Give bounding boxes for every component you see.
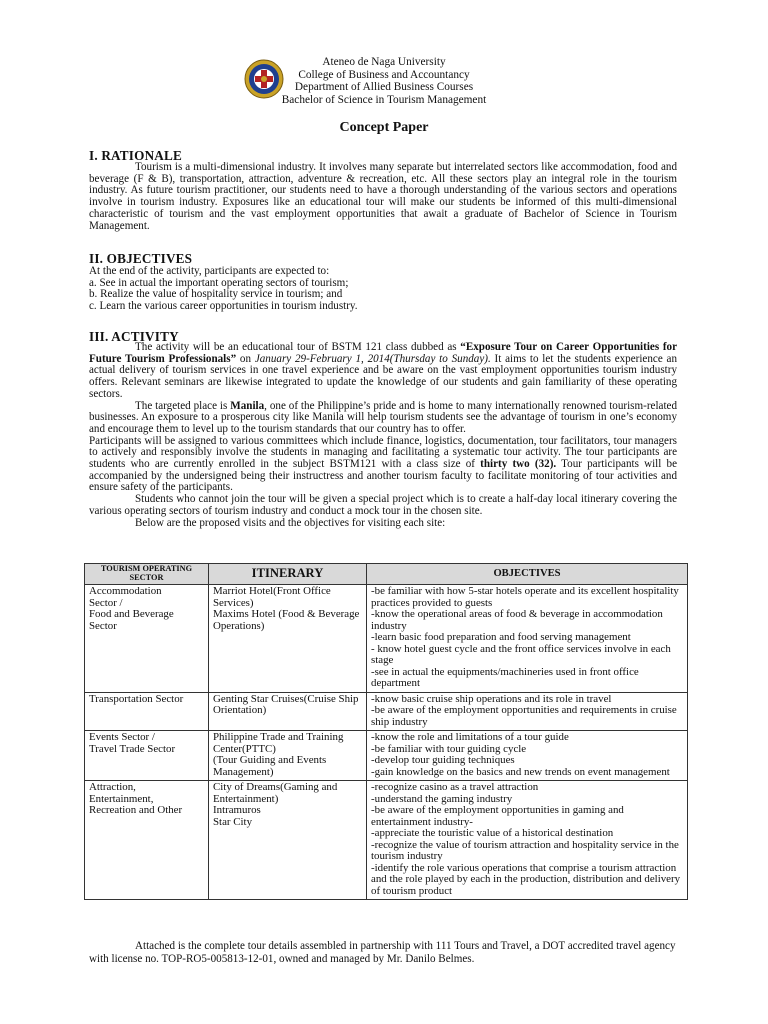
- rationale-heading: I. RATIONALE: [89, 148, 183, 163]
- activity-paragraph-1: The activity will be an educational tour of BSTM 121 class dubbed as “Exposure Tour on Career Opportunities for Future Tourism Professionals” on January 29-February 1, 2014(Thursday to Sunday). It aims to let the students experience an actual delivery of tourism services in one travel experience and be aware on the vast employment opportunities tourism industry offers. Relevant seminars are likewise integrated to update the knowledge of our students and gain familiarity of these operating sectors.: [89, 341, 678, 400]
- table-row: [85, 731, 688, 781]
- itinerary-cell: City of Dreams(Gaming and Entertainment) Intramuros Star City: [209, 781, 367, 900]
- activity-paragraph-3: Participants will be assigned to various committees which include finance, logistics, documentation, tour facilitators, tour managers to actively and responsibly involve the students in managing and facilitating a systematic tour activity. The tour participants are students who are currently enrolled in the subject BSTM121 with a class size of thirty two (32). Tour participants will be accompanied by the undersigned being their instructress and another tourism faculty to facilitate monitoring of tour activities and ensure safety of the participants.: [89, 434, 677, 494]
- college-name: College of Business and Accountancy: [298, 68, 470, 81]
- objectives-intro: At the end of the activity, participants are expected to:: [89, 265, 330, 277]
- table-row: [85, 585, 688, 693]
- table-header-row: [85, 564, 688, 585]
- sector-cell: Events Sector / Travel Trade Sector: [85, 731, 209, 781]
- activity-paragraph-5: Below are the proposed visits and the objectives for visiting each site:: [135, 516, 446, 529]
- itinerary-cell: Philippine Trade and Training Center(PTTC) (Tour Guiding and Events Management): [209, 731, 367, 781]
- column-header-sector: TOURISM OPERATING SECTOR: [85, 564, 209, 585]
- rationale-paragraph: Tourism is a multi-dimensional industry. It involves many separate but interrelated sectors like accommodation, food and beverage (F & B), transportation, attraction, adventure & recreation, etc. All these sectors play an integral role in the tourism industry. As future tourism practitioner, our students need to have a thorough understanding of the various sectors and operations involve in tourism industry. Exposures like an educational tour will make our students be informed of this multi-dimensional characteristic of tourism and the vast employment opportunities that await a graduate of Bachelor of Science in Tourism Management.: [89, 161, 677, 232]
- footer-paragraph: Attached is the complete tour details assembled in partnership with 111 Tours and Travel, a DOT accredited travel agency with license no. TOP-RO5-005813-12-01, owned and managed by Mr. Danilo Belmes.: [89, 940, 676, 965]
- objectives-cell: -know the role and limitations of a tour guide -be familiar with tour guiding cycle -develop tour guiding techniques -gain knowledge on the basics and new trends on event management: [367, 731, 688, 781]
- objectives-list: [89, 266, 677, 313]
- itinerary-cell: Genting Star Cruises(Cruise Ship Orientation): [209, 692, 367, 731]
- objectives-cell: -recognize casino as a travel attraction -understand the gaming industry -be aware of the employment opportunities in gaming and entertainment industry- -appreciate the touristic value of a historical destination -recognize the value of tourism attraction and hospitality service in the tourism industry -identify the role various operations that comprise a tourism attraction and the role played by each in the production, distribution and delivery of tourism product: [367, 781, 688, 900]
- footer-note: [89, 940, 679, 965]
- activity-heading: III. ACTIVITY: [89, 329, 179, 344]
- column-header-objectives: OBJECTIVES: [367, 564, 688, 585]
- document-header: [0, 56, 768, 106]
- university-name: Ateneo de Naga University: [322, 56, 446, 68]
- objective-item: b. Realize the value of hospitality service in tourism; and: [89, 288, 343, 301]
- table-row: [85, 781, 688, 900]
- sector-cell: Attraction, Entertainment, Recreation and Other: [85, 781, 209, 900]
- table-row: [85, 692, 688, 731]
- activity-paragraph-4: Students who cannot join the tour will be given a special project which is to create a half-day local itinerary covering the various operating sectors of tourism industry and conduct a mock tour in the chosen site.: [89, 493, 677, 517]
- itinerary-table: [84, 563, 688, 900]
- rationale-text: [89, 162, 677, 232]
- column-header-itinerary: ITINERARY: [209, 564, 367, 585]
- objectives-cell: -be familiar with how 5-star hotels operate and its excellent hospitality practices provided to guests -know the operational areas of food & beverage in accommodation industry -learn basic food preparation and food serving management - know hotel guest cycle and the front office services involve in each stage -see in actual the equipments/machineries used in front office department: [367, 585, 688, 693]
- activity-text: [89, 342, 677, 529]
- itinerary-cell: Marriot Hotel(Front Office Services) Maxims Hotel (Food & Beverage Operations): [209, 585, 367, 693]
- activity-paragraph-2: The targeted place is Manila, one of the Philippine’s pride and is home to many internationally renowned tourism-related businesses. An exposure to a prosperous city like Manila will help tourism students see the advantage of tourism in one’s economy and encourage them to level up to the tourism standards that our country has to offer.: [89, 399, 677, 435]
- sector-cell: Transportation Sector: [85, 692, 209, 731]
- program-name: Bachelor of Science in Tourism Management: [281, 93, 487, 106]
- objectives-heading: II. OBJECTIVES: [89, 251, 193, 266]
- page-title: Concept Paper: [339, 120, 429, 135]
- department-name: Department of Allied Business Courses: [294, 81, 474, 94]
- objective-item: a. See in actual the important operating sectors of tourism;: [89, 276, 349, 289]
- objectives-cell: -know basic cruise ship operations and its role in travel -be aware of the employment opportunities and requirements in cruise ship industry: [367, 692, 688, 731]
- objective-item: c. Learn the various career opportunities in tourism industry.: [89, 300, 358, 313]
- sector-cell: Accommodation Sector / Food and Beverage Sector: [85, 585, 209, 693]
